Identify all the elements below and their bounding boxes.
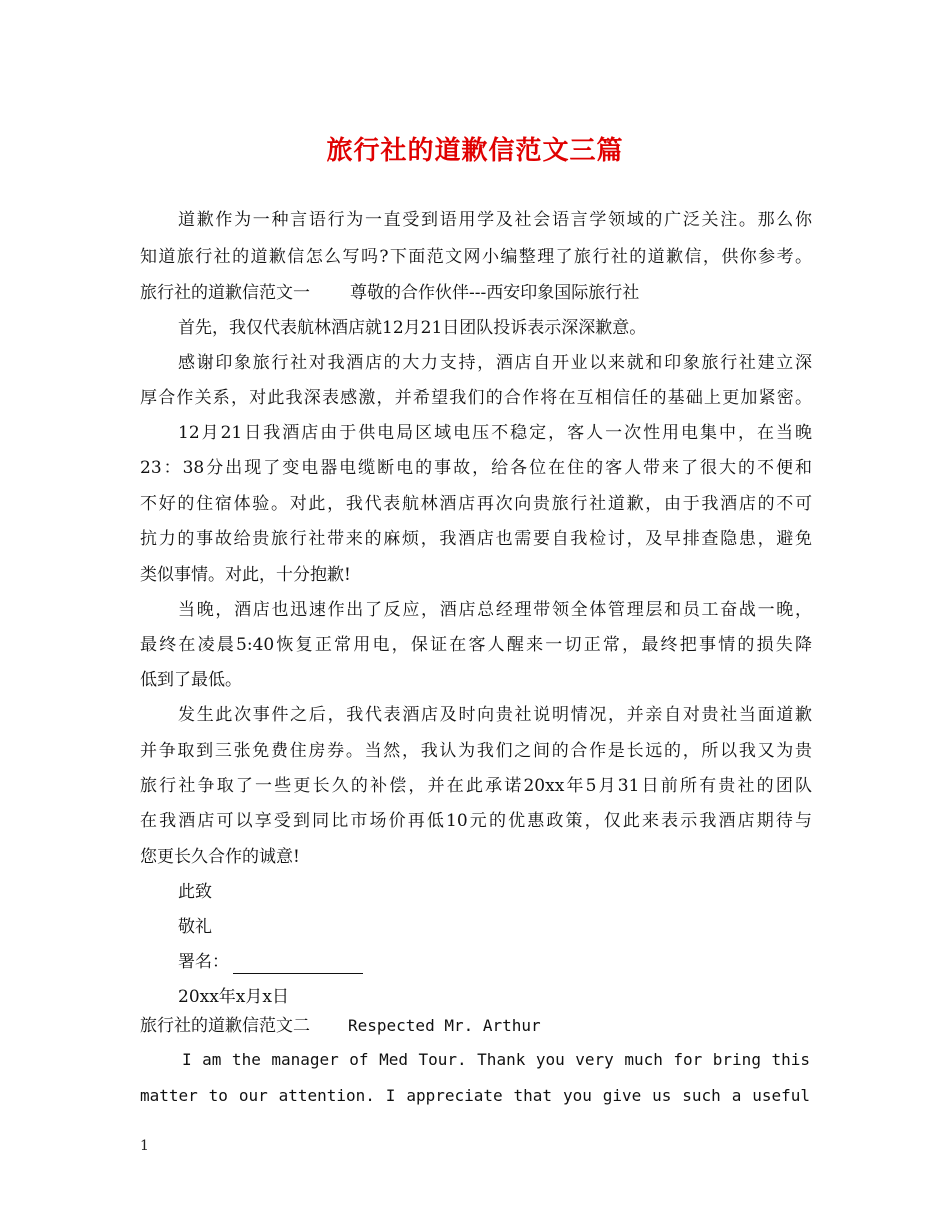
page-number: 1 [140,1138,149,1154]
english-paragraph-line: I am the manager of Med Tour. Thank you very much for bring this [182,1050,810,1069]
paragraph-line: 最终在凌晨5:40恢复正常用电，保证在客人醒来一切正常，最终把事情的损失降 [140,635,812,655]
closing-line: 此致 [178,882,212,902]
paragraph-line: 感谢印象旅行社对我酒店的大力支持，酒店自开业以来就和印象旅行社建立深 [178,353,812,373]
letter2-salutation: Respected Mr. Arthur [348,1016,541,1035]
paragraph-line: 12月21日我酒店由于供电局区域电压不稳定，客人一次性用电集中，在当晚 [178,423,812,443]
paragraph-line: 首先，我仅代表航林酒店就12月21日团队投诉表示深深歉意。 [178,318,647,338]
paragraph-line: 当晚，酒店也迅速作出了反应，酒店总经理带领全体管理层和员工奋战一晚， [178,600,812,620]
paragraph-line: 发生此次事件之后，我代表酒店及时向贵社说明情况，并亲自对贵社当面道歉 [178,705,812,725]
paragraph-line: 23：38分出现了变电器电缆断电的事故，给各位在住的客人带来了很大的不便和 [140,458,812,478]
date-line: 20xx年x月x日 [178,987,289,1007]
signature-line [178,950,812,974]
letter1-salutation: 尊敬的合作伙伴---西安印象国际旅行社 [350,283,640,303]
paragraph-line: 旅行社争取了一些更长久的补偿，并在此承诺20xx年5月31日前所有贵社的团队 [140,776,812,796]
paragraph-line: 抗力的事故给贵旅行社带来的麻烦，我酒店也需要自我检讨，及早排查隐患，避免 [140,529,812,549]
paragraph-line: 道歉作为一种言语行为一直受到语用学及社会语言学领域的广泛关注。那么你 [178,210,812,230]
paragraph-line: 您更长久合作的诚意! [140,847,300,867]
paragraph-line: 并争取到三张免费住房券。当然，我认为我们之间的合作是长远的，所以我又为贵 [140,741,812,761]
paragraph-line: 不好的住宿体验。对此，我代表航林酒店再次向贵旅行社道歉，由于我酒店的不可 [140,494,812,514]
paragraph-line: 类似事情。对此，十分抱歉! [140,565,351,585]
english-paragraph-line: matter to our attention. I appreciate that you give us such a useful [140,1086,810,1105]
closing-line: 敬礼 [178,917,212,937]
letter2-heading-line [140,1014,812,1038]
letter1-heading-line [140,281,812,305]
signature-label: 署名： [178,952,229,972]
paragraph-line: 厚合作关系，对此我深表感激，并希望我们的合作将在互相信任的基础上更加紧密。 [140,388,812,408]
signature-blank [233,955,363,974]
paragraph-line: 在我酒店可以享受到同比市场价再低10元的优惠政策，仅此来表示我酒店期待与 [140,811,812,831]
paragraph-line: 知道旅行社的道歉信怎么写吗?下面范文网小编整理了旅行社的道歉信，供你参考。 [140,247,812,267]
letter1-heading: 旅行社的道歉信范文一 [140,283,310,303]
document-title: 旅行社的道歉信范文三篇 [326,136,624,166]
paragraph-line: 低到了最低。 [140,670,242,690]
letter2-heading: 旅行社的道歉信范文二 [140,1016,310,1036]
